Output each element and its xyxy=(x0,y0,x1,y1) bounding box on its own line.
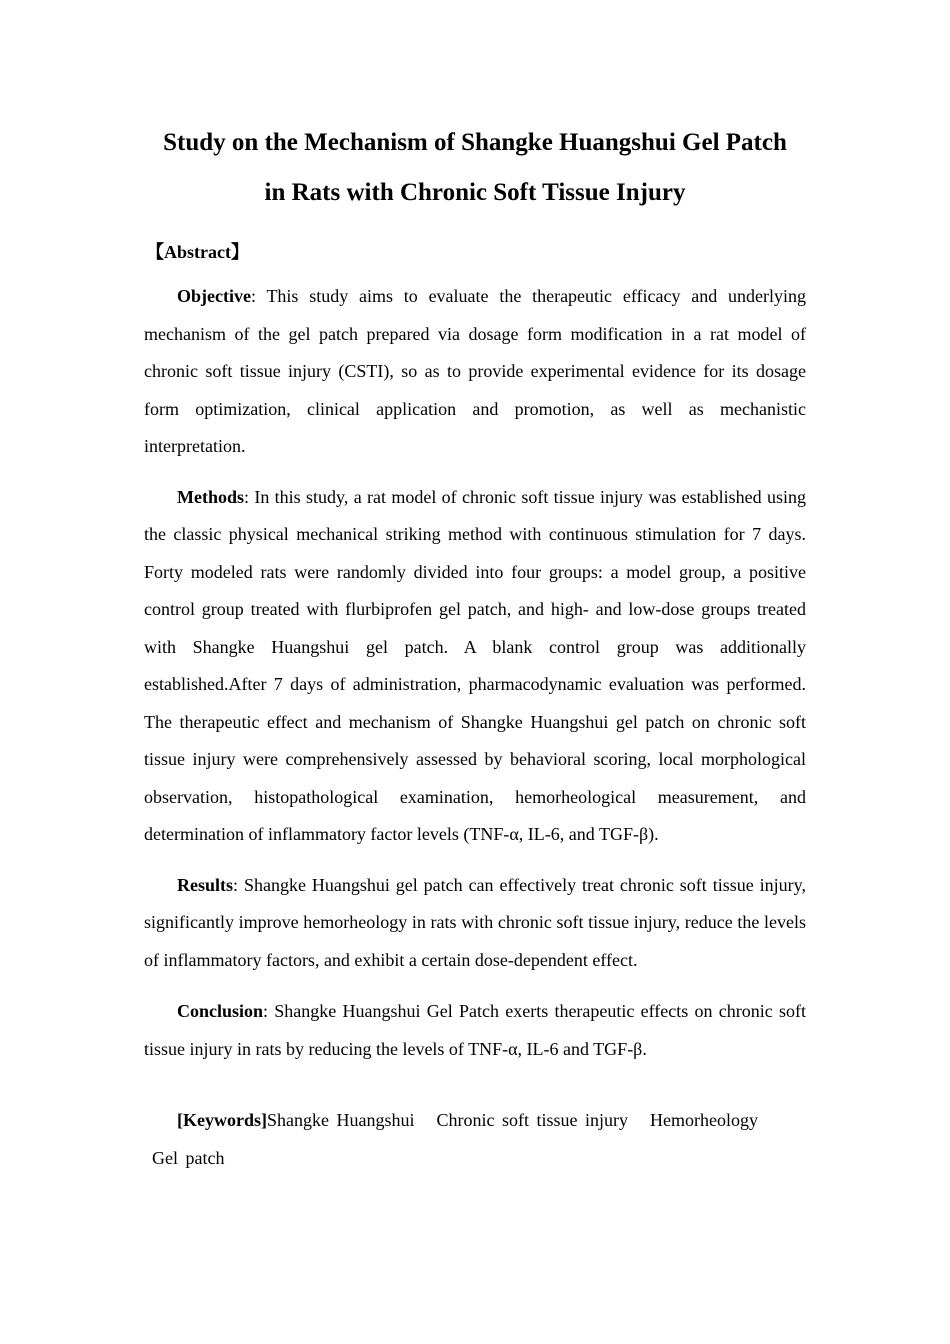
title-line-2: in Rats with Chronic Soft Tissue Injury xyxy=(264,179,686,206)
conclusion-separator: : xyxy=(263,1001,275,1021)
results-separator: : xyxy=(233,874,244,895)
paper-title xyxy=(134,118,816,218)
objective-text: This study aims to evaluate the therapeutic efficacy and underlying mechanism of the gel patch prepared via dosage form modification in a rat model of chronic soft tissue injury (CSTI), so as to provide experimental evidence for its dosage form optimization, clinical application and promotion, as well as mechanistic interpretation. xyxy=(144,286,806,456)
keyword-item: Hemorheology xyxy=(649,1110,758,1130)
methods-text: In this study, a rat model of chronic soft tissue injury was established using the classic physical mechanical striking method with continuous stimulation for 7 days. Forty modeled rats were randomly divided into four groups: a model group, a positive control group treated with flurbiprofen gel patch, and high- and low-dose groups treated with Shangke Huangshui gel patch. A blank control group was additionally established.After 7 days of administration, pharmacodynamic evaluation was performed. The therapeutic effect and mechanism of Shangke Huangshui gel patch on chronic soft tissue injury were comprehensively assessed by behavioral scoring, local morphological observation, histopathological examination, hemorheological measurement, and determination of inflammatory factor levels (TNF-α, IL-6, and TGF-β). xyxy=(144,486,806,844)
methods-label: Methods xyxy=(177,486,244,507)
conclusion-label: Conclusion xyxy=(177,1001,264,1021)
title-line-1: Study on the Mechanism of Shangke Huangshui Gel Patch xyxy=(163,129,787,156)
keyword-item: Chronic soft tissue injury xyxy=(436,1110,628,1130)
conclusion-paragraph xyxy=(144,993,806,1068)
results-paragraph xyxy=(144,867,806,980)
keyword-item: Shangke Huangshui xyxy=(266,1110,415,1130)
results-text: Shangke Huangshui gel patch can effectively treat chronic soft tissue injury, significantly improve hemorheology in rats with chronic soft tissue injury, reduce the levels of inflammatory factors, and exhibit a certain dose-dependent effect. xyxy=(144,874,806,970)
methods-separator: : xyxy=(244,486,255,507)
abstract-heading: 【Abstract】 xyxy=(146,242,249,262)
paper-page xyxy=(144,118,806,1177)
conclusion-text: Shangke Huangshui Gel Patch exerts therapeutic effects on chronic soft tissue injury in rats by reducing the levels of TNF-α, IL-6 and TGF-β. xyxy=(144,1001,806,1059)
methods-paragraph xyxy=(144,479,806,854)
keywords-label: [Keywords] xyxy=(177,1110,267,1130)
results-label: Results xyxy=(177,874,234,895)
objective-paragraph xyxy=(144,278,806,466)
objective-separator: : xyxy=(250,286,267,306)
keyword-item: Gel patch xyxy=(152,1147,225,1168)
objective-label: Objective xyxy=(177,286,251,306)
keywords-section xyxy=(144,1102,806,1177)
